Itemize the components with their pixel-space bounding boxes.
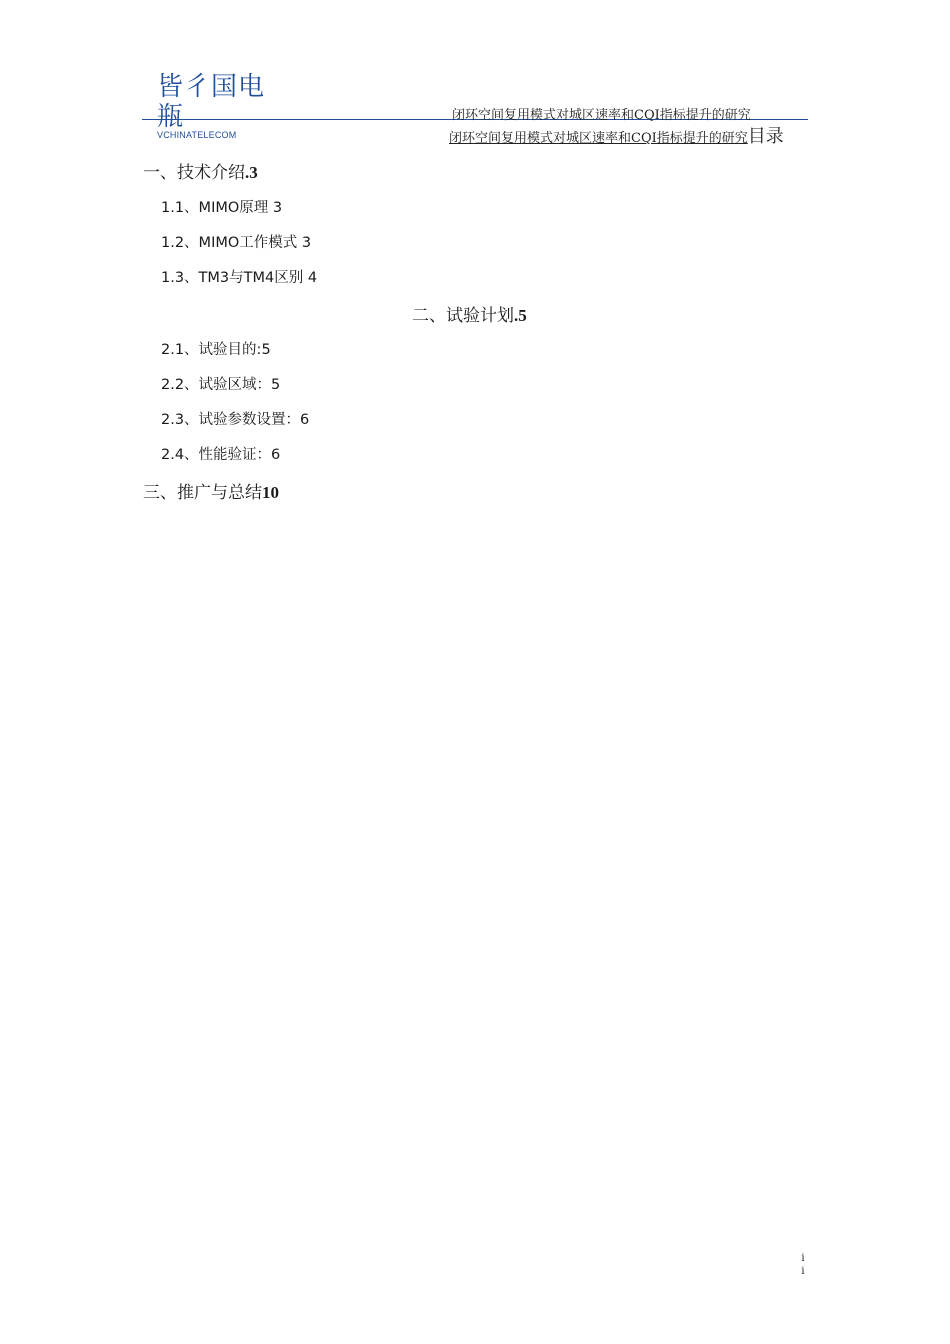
toc-entry-2-3[interactable]: 2.3、试验参数设置：6	[161, 412, 310, 428]
toc-heading-prefix: 闭环空间复用模式对城区速率和CQI指标提升的研究	[449, 131, 748, 146]
toc-title: 目录	[747, 126, 784, 147]
toc-entry-1-1[interactable]: 1.1、MIMO原理 3	[161, 200, 283, 216]
toc-entry-page: .3	[245, 163, 258, 182]
toc-entry-1-3[interactable]: 1.3、TM3与TM4区别 4	[161, 270, 318, 286]
toc-entry-page: 10	[262, 483, 279, 502]
company-logo: 皆彳国电瓶	[157, 72, 266, 132]
toc-entry-page: .5	[514, 306, 527, 325]
toc-entry-label: 一、技术介绍	[143, 163, 245, 183]
toc-heading	[449, 122, 784, 148]
toc-entry-2-2[interactable]: 2.2、试验区域：5	[161, 377, 281, 393]
toc-entry-2-1[interactable]: 2.1、试验目的:5	[161, 342, 271, 358]
company-logo-english: VCHINATELECOM	[157, 130, 237, 140]
toc-entry-1-2[interactable]: 1.2、MIMO工作模式 3	[161, 235, 312, 251]
toc-entry-section-2[interactable]	[412, 301, 527, 326]
page-number	[800, 1252, 806, 1278]
header-title: 闭环空间复用模式对城区速率和CQI指标提升的研究	[452, 108, 751, 123]
toc-entry-label: 三、推广与总结	[143, 483, 262, 503]
page-number-top: i	[801, 1253, 805, 1264]
toc-entry-2-4[interactable]: 2.4、性能验证：6	[161, 447, 281, 463]
page-number-bottom: i	[801, 1266, 805, 1277]
toc-entry-section-1[interactable]	[143, 158, 258, 183]
toc-entry-label: 二、试验计划	[412, 306, 514, 326]
toc-entry-section-3[interactable]	[143, 478, 279, 503]
